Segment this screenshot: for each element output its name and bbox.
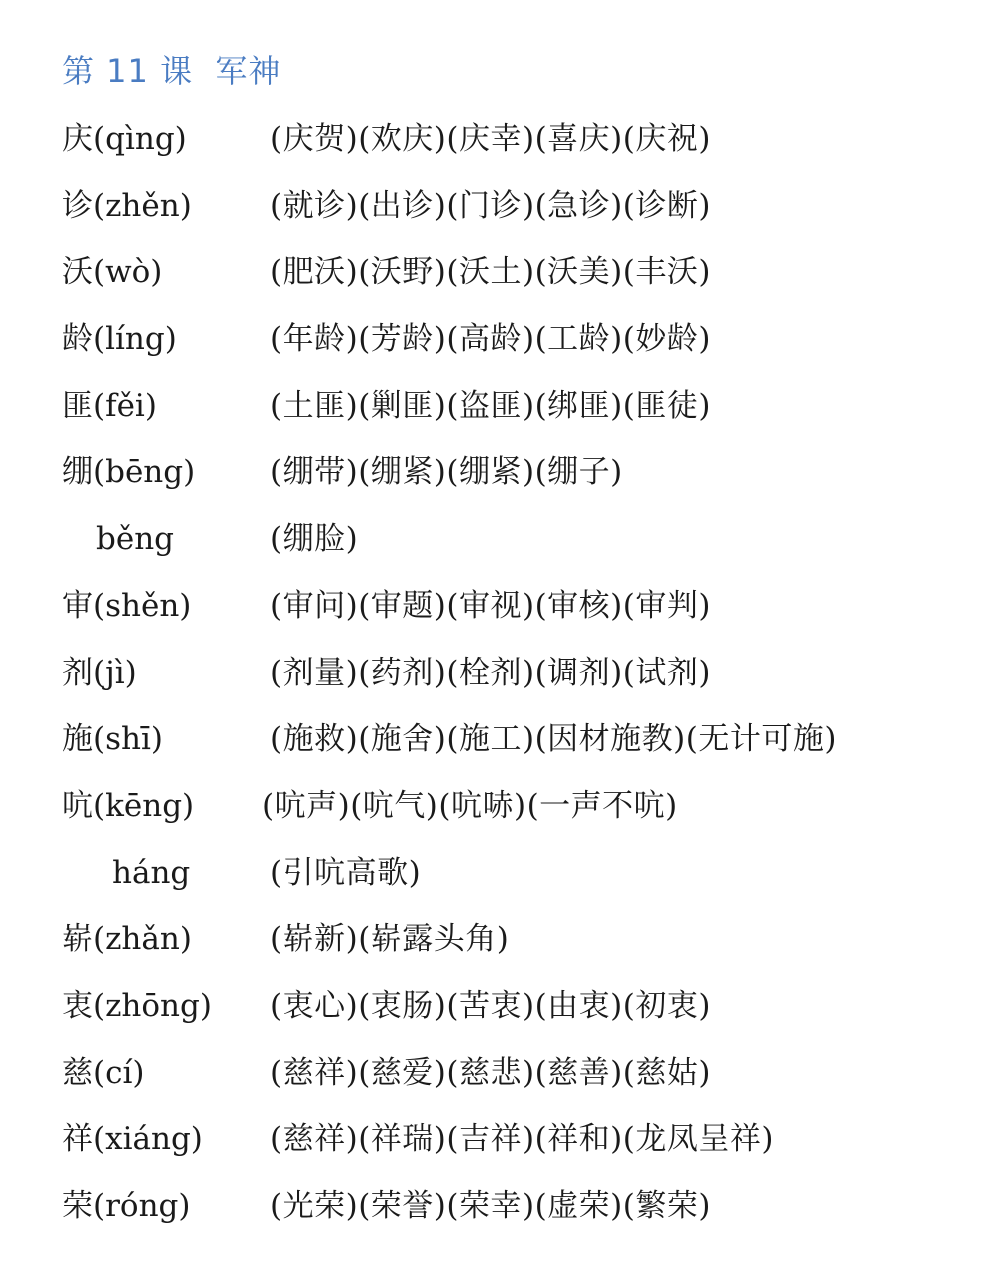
word-list: (施救)(施舍)(施工)(因材施教)(无计可施) — [270, 721, 837, 758]
vocab-row — [0, 773, 982, 840]
character-pinyin: 剂(jì) — [62, 654, 137, 691]
word-list: (绷带)(绷紧)(绷紧)(绷子) — [270, 454, 623, 491]
vocab-row — [0, 973, 982, 1040]
word-list: (绷脸) — [270, 521, 359, 558]
vocab-row — [0, 106, 982, 173]
character-pinyin: 祥(xiáng) — [62, 1121, 203, 1158]
character-pinyin: 诊(zhěn) — [62, 187, 192, 224]
word-list: (引吭高歌) — [270, 854, 422, 891]
word-list: (年龄)(芳龄)(高龄)(工龄)(妙龄) — [270, 321, 711, 358]
vocab-row — [0, 1040, 982, 1107]
character-pinyin: 施(shī) — [62, 721, 163, 758]
vocab-row-alternate-reading — [0, 840, 982, 907]
word-list: (慈祥)(祥瑞)(吉祥)(祥和)(龙凤呈祥) — [270, 1121, 774, 1158]
vocab-row — [0, 439, 982, 506]
lesson-title: 第 11 课 军神 — [62, 52, 282, 90]
word-list: (崭新)(崭露头角) — [270, 921, 510, 958]
word-list: (就诊)(出诊)(门诊)(急诊)(诊断) — [270, 187, 711, 224]
word-list: (衷心)(衷肠)(苦衷)(由衷)(初衷) — [270, 987, 711, 1024]
vocab-row — [0, 706, 982, 773]
word-list: (庆贺)(欢庆)(庆幸)(喜庆)(庆祝) — [270, 121, 711, 157]
character-pinyin: 慈(cí) — [62, 1054, 145, 1091]
vocab-row — [0, 239, 982, 306]
vocab-row — [0, 573, 982, 640]
vocab-row — [0, 640, 982, 707]
word-list: (光荣)(荣誉)(荣幸)(虚荣)(繁荣) — [270, 1188, 711, 1224]
word-list: (审问)(审题)(审视)(审核)(审判) — [270, 587, 711, 624]
word-list: (慈祥)(慈爱)(慈悲)(慈善)(慈姑) — [270, 1054, 711, 1091]
character-pinyin: 沃(wò) — [62, 254, 163, 291]
character-pinyin: 衷(zhōng) — [62, 987, 212, 1024]
character-pinyin: 崭(zhǎn) — [62, 921, 192, 958]
vocab-row — [0, 373, 982, 440]
character-pinyin: 庆(qìng) — [62, 121, 187, 157]
vocab-row — [0, 306, 982, 373]
character-pinyin: 龄(líng) — [62, 321, 177, 358]
alternate-pinyin: háng — [112, 854, 191, 891]
vocab-row — [0, 173, 982, 240]
vocab-row — [0, 1173, 982, 1240]
word-list: (剂量)(药剂)(栓剂)(调剂)(试剂) — [270, 654, 711, 691]
word-list: (肥沃)(沃野)(沃土)(沃美)(丰沃) — [270, 254, 711, 291]
word-list: (吭声)(吭气)(吭哧)(一声不吭) — [262, 787, 678, 824]
character-pinyin: 绷(bēng) — [62, 454, 196, 491]
vocab-row — [0, 906, 982, 973]
character-pinyin: 审(shěn) — [62, 587, 192, 624]
alternate-pinyin: běng — [96, 521, 174, 558]
character-pinyin: 荣(róng) — [62, 1188, 191, 1224]
character-pinyin: 匪(fěi) — [62, 387, 157, 424]
vocabulary-list — [0, 106, 982, 1240]
word-list: (土匪)(剿匪)(盗匪)(绑匪)(匪徒) — [270, 387, 711, 424]
character-pinyin: 吭(kēng) — [62, 787, 195, 824]
vocab-row-alternate-reading — [0, 506, 982, 573]
vocab-row — [0, 1106, 982, 1173]
